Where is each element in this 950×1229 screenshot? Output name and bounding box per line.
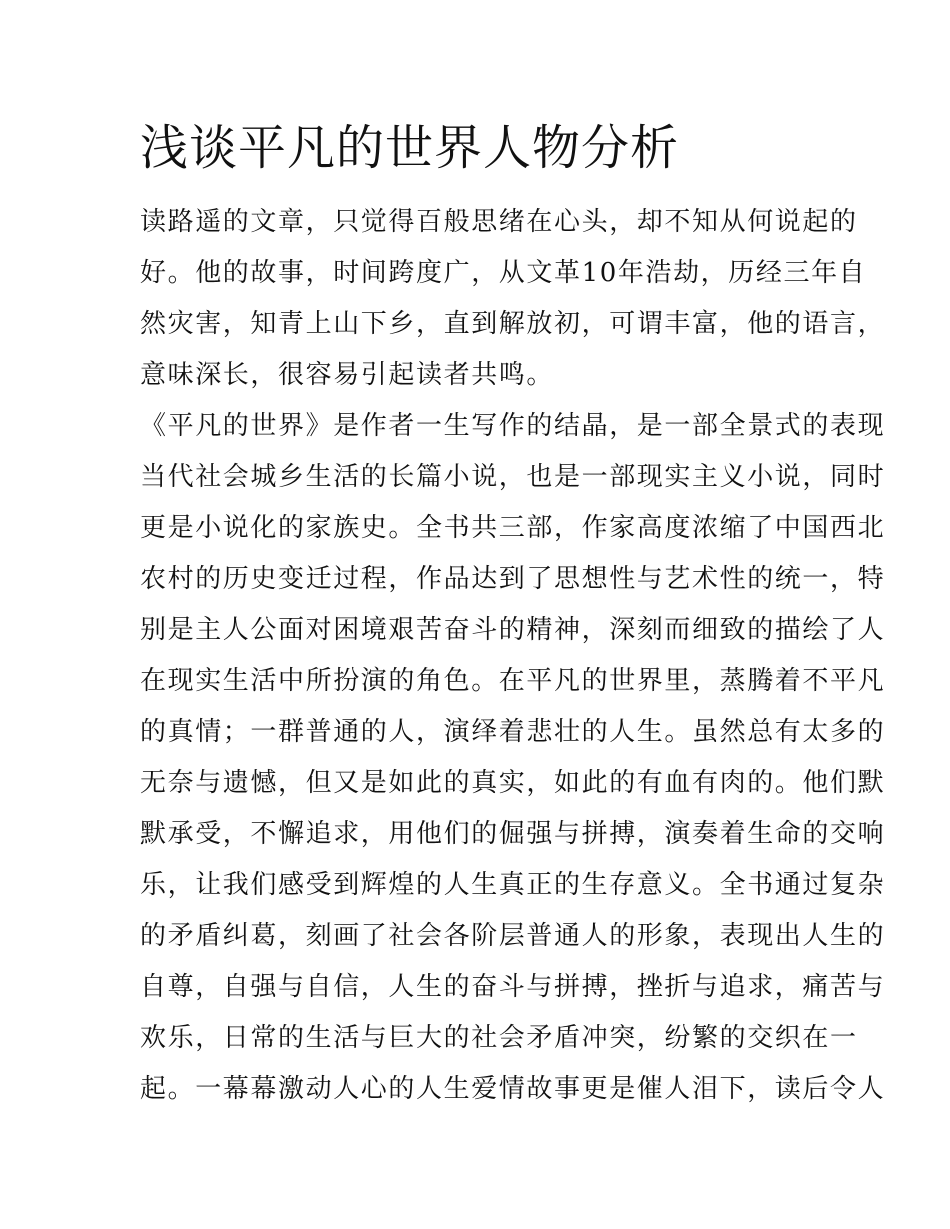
text-line: 当代社会城乡生活的长篇小说，也是一部现实主义小说，同时: [140, 462, 886, 492]
text-line: 的矛盾纠葛，刻画了社会各阶层普通人的形象，表现出人生的: [140, 921, 886, 951]
text-line: 更是小说化的家族史。全书共三部，作家高度浓缩了中国西北: [140, 513, 886, 543]
text-line: 默承受，不懈追求，用他们的倔强与拼搏，演奏着生命的交响: [140, 819, 886, 849]
text-line: 乐，让我们感受到辉煌的人生真正的生存意义。全书通过复杂: [140, 870, 886, 900]
text-line: 自尊，自强与自信，人生的奋斗与拼搏，挫折与追求，痛苦与: [140, 972, 886, 1002]
text-line: 别是主人公面对困境艰苦奋斗的精神，深刻而细致的描绘了人: [140, 615, 886, 645]
text-line: 的真情；一群普通的人，演绎着悲壮的人生。虽然总有太多的: [140, 717, 886, 747]
text-line: 无奈与遗憾，但又是如此的真实，如此的有血有肉的。他们默: [140, 768, 886, 798]
text-line: 欢乐，日常的生活与巨大的社会矛盾冲突，纷繁的交织在一: [140, 1023, 858, 1053]
text-line: 《平凡的世界》是作者一生写作的结晶，是一部全景式的表现: [140, 411, 886, 441]
text-line: 好。他的故事，时间跨度广，从文革10年浩劫，历经三年自: [140, 258, 867, 288]
text-line: 然灾害，知青上山下乡，直到解放初，可谓丰富，他的语言，: [140, 309, 886, 339]
document-body: [140, 197, 886, 1115]
text-line: 农村的历史变迁过程，作品达到了思想性与艺术性的统一，特: [140, 564, 886, 594]
text-line: 起。一幕幕激动人心的人生爱情故事更是催人泪下，读后令人: [140, 1074, 886, 1104]
document-title: 浅谈平凡的世界人物分析: [140, 120, 680, 176]
text-line: 在现实生活中所扮演的角色。在平凡的世界里，蒸腾着不平凡: [140, 666, 886, 696]
text-line: 读路遥的文章，只觉得百般思绪在心头，却不知从何说起的: [140, 207, 858, 237]
paragraph-1: [140, 197, 886, 401]
paragraph-2: [140, 401, 886, 1115]
text-line: 意味深长，很容易引起读者共鸣。: [140, 360, 555, 390]
